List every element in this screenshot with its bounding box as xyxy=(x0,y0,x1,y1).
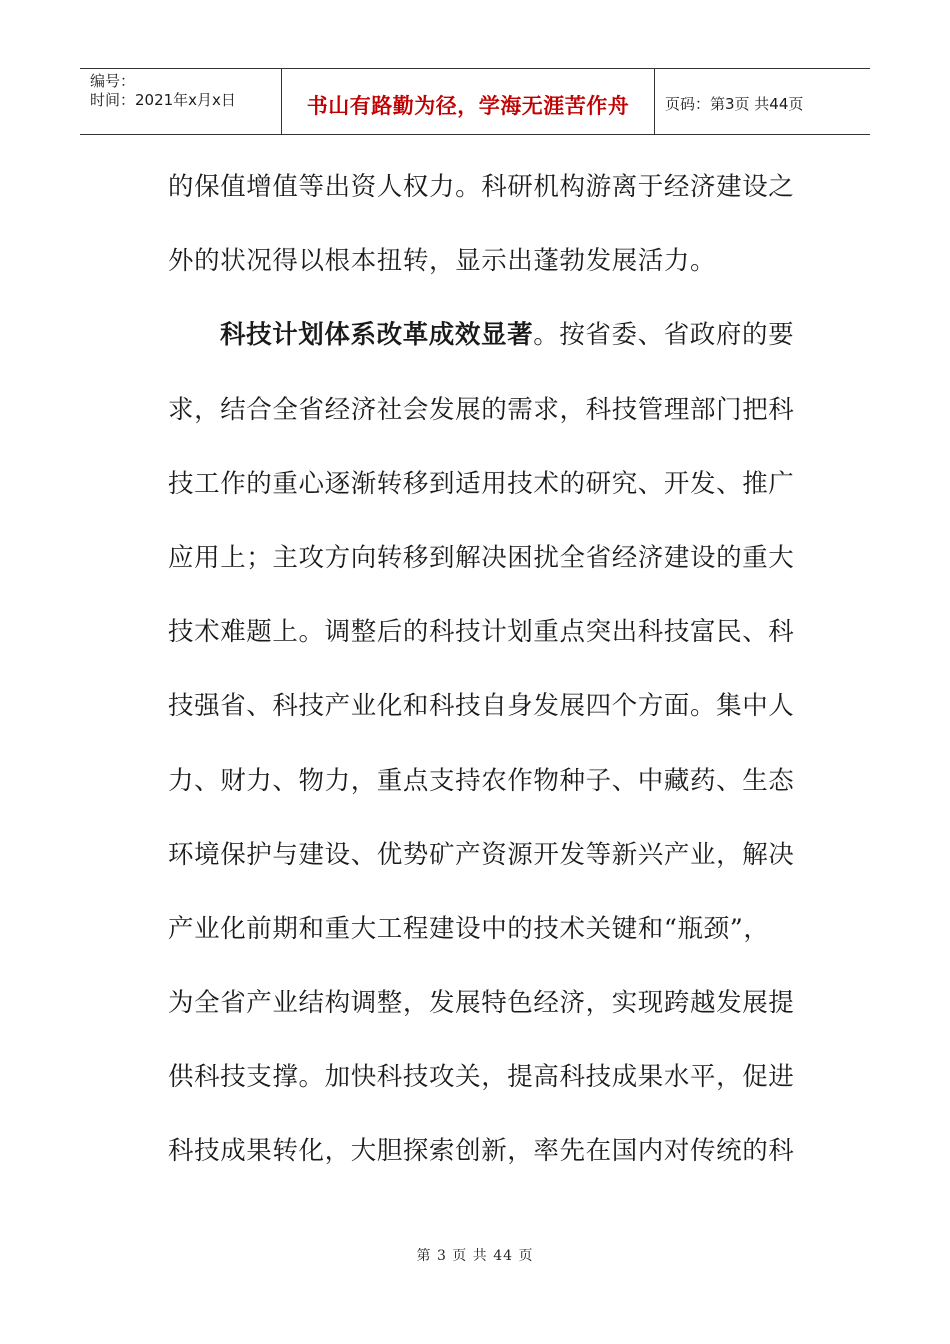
header-date-label: 时间：2021年x月x日 xyxy=(90,91,236,109)
body-line: 科技成果转化，大胆探索创新，率先在国内对传统的科 xyxy=(168,1136,795,1167)
body-line: 技强省、科技产业化和科技自身发展四个方面。集中人 xyxy=(168,691,795,722)
page-footer: 第 3 页 共 44 页 xyxy=(416,1248,534,1264)
header-meta xyxy=(80,69,282,134)
body-line: 外的状况得以根本扭转，显示出蓬勃发展活力。 xyxy=(168,246,717,277)
body-line: 技术难题上。调整后的科技计划重点突出科技富民、科 xyxy=(168,617,795,648)
body-line: 求，结合全省经济社会发展的需求，科技管理部门把科 xyxy=(168,394,795,425)
body-line: 应用上；主攻方向转移到解决困扰全省经济建设的重大 xyxy=(168,542,795,573)
body-line: 供科技支撑。加快科技攻关，提高科技成果水平，促进 xyxy=(168,1062,795,1093)
body-line: 的保值增值等出资人权力。科研机构游离于经济建设之 xyxy=(168,172,795,202)
body-line: 力、财力、物力，重点支持农作物种子、中藏药、生态 xyxy=(168,765,795,796)
document-body xyxy=(168,160,795,1199)
paragraph-start-line xyxy=(168,308,795,382)
paragraph-heading: 科技计划体系改革成效显著 xyxy=(220,320,534,351)
body-line: 产业化前期和重大工程建设中的技术关键和“瓶颈”， xyxy=(168,913,770,944)
paragraph-heading-continuation: 。按省委、省政府的要 xyxy=(533,320,795,351)
body-line: 为全省产业结构调整，发展特色经济，实现跨越发展提 xyxy=(168,988,795,1019)
body-line: 环境保护与建设、优势矿产资源开发等新兴产业，解决 xyxy=(168,839,795,870)
header-number-label: 编号： xyxy=(90,72,136,90)
document-header xyxy=(80,68,870,135)
header-page-info: 页码：第3页 共44页 xyxy=(665,95,804,113)
header-motto: 书山有路勤为径，学海无涯苦作舟 xyxy=(282,69,655,134)
body-line: 技工作的重心逐渐转移到适用技术的研究、开发、推广 xyxy=(168,468,795,499)
